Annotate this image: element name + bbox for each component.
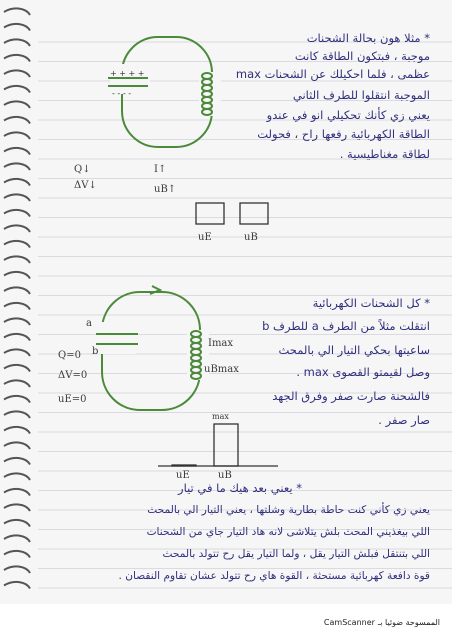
text-line: اللي بتنتقل فبلش التيار يقل ، ولما التيار يقل رح تتولد بالمحث	[162, 548, 430, 560]
bar-label-ue-2: uE	[176, 470, 190, 481]
text-line: وصل لقيمتو القصوى max .	[296, 365, 430, 379]
text-line: فالشحنة صارت صفر وفرق الجهد	[272, 389, 430, 403]
text-line: يعني زي كأنك تحكيلي انو في عندو	[266, 108, 430, 122]
energy-bar-ue-2	[172, 465, 196, 466]
label-max: max	[212, 412, 229, 421]
text-line: صار صفر .	[378, 413, 430, 427]
footer-brand: CamScanner	[323, 617, 375, 627]
bar-label-ub: uB	[244, 232, 258, 243]
text-line: * مثلا هون بحالة الشحنات	[306, 31, 430, 45]
energy-bar-ub-2	[214, 424, 238, 466]
text-line: لطاقة مغناطيسية .	[339, 147, 430, 161]
text-line: * كل الشحنات الكهربائية	[312, 296, 430, 310]
scanner-footer	[0, 604, 452, 640]
text-line: الطاقة الكهربائية رفعها راح ، فحولت	[257, 127, 430, 141]
text-line: قوة دافعة كهربائية مستحثة ، القوة هاي رح تتولد عشان تقاوم النقصان .	[118, 570, 430, 582]
text-line: عظمى ، فلما احكيلك عن الشحنات max	[235, 67, 430, 81]
text-line: يعني زي كأني كنت حاطة بطارية وشلتها ، يعني التيار الي بالمحث	[147, 504, 430, 516]
label-ubmax: uBmax	[204, 364, 239, 375]
bar-label-ub-2: uB	[218, 470, 232, 481]
footer-text: الممسوحة ضوئيا بـ	[377, 617, 440, 627]
text-line: اللي بيغذيني المحث بلش يتلاشى لانه هاد التيار جاي من الشحنات	[146, 526, 430, 538]
label-imax: Imax	[208, 338, 234, 349]
svg-text:+ + + +: + + + +	[110, 69, 145, 78]
label-q-down: Q↓	[74, 164, 91, 175]
label-ub-up: uB↑	[154, 184, 177, 195]
text-line: موجبة ، فبتكون الطاقة كانت	[294, 49, 430, 63]
label-ue0: uE=0	[58, 394, 87, 405]
label-a: a	[86, 318, 92, 329]
svg-text:- - - -: - - - -	[112, 89, 132, 98]
label-q0: Q=0	[58, 350, 81, 361]
text-line: الموجبة انتقلوا للطرف الثاني	[292, 88, 430, 102]
energy-bars-2	[172, 424, 238, 466]
text-line: * يعني بعد هيك ما في تيار	[178, 481, 302, 495]
label-dv0: ΔV=0	[58, 370, 88, 381]
label-dv-down: ΔV↓	[74, 180, 97, 191]
label-i-up: I↑	[154, 164, 167, 175]
label-b: b	[92, 346, 99, 357]
text-line: ساعيتها بحكي التيار الي بالمحث	[278, 343, 430, 357]
text-line: انتقلت مثلاً من الطرف a للطرف b	[262, 319, 430, 333]
bar-label-ue: uE	[198, 232, 212, 243]
